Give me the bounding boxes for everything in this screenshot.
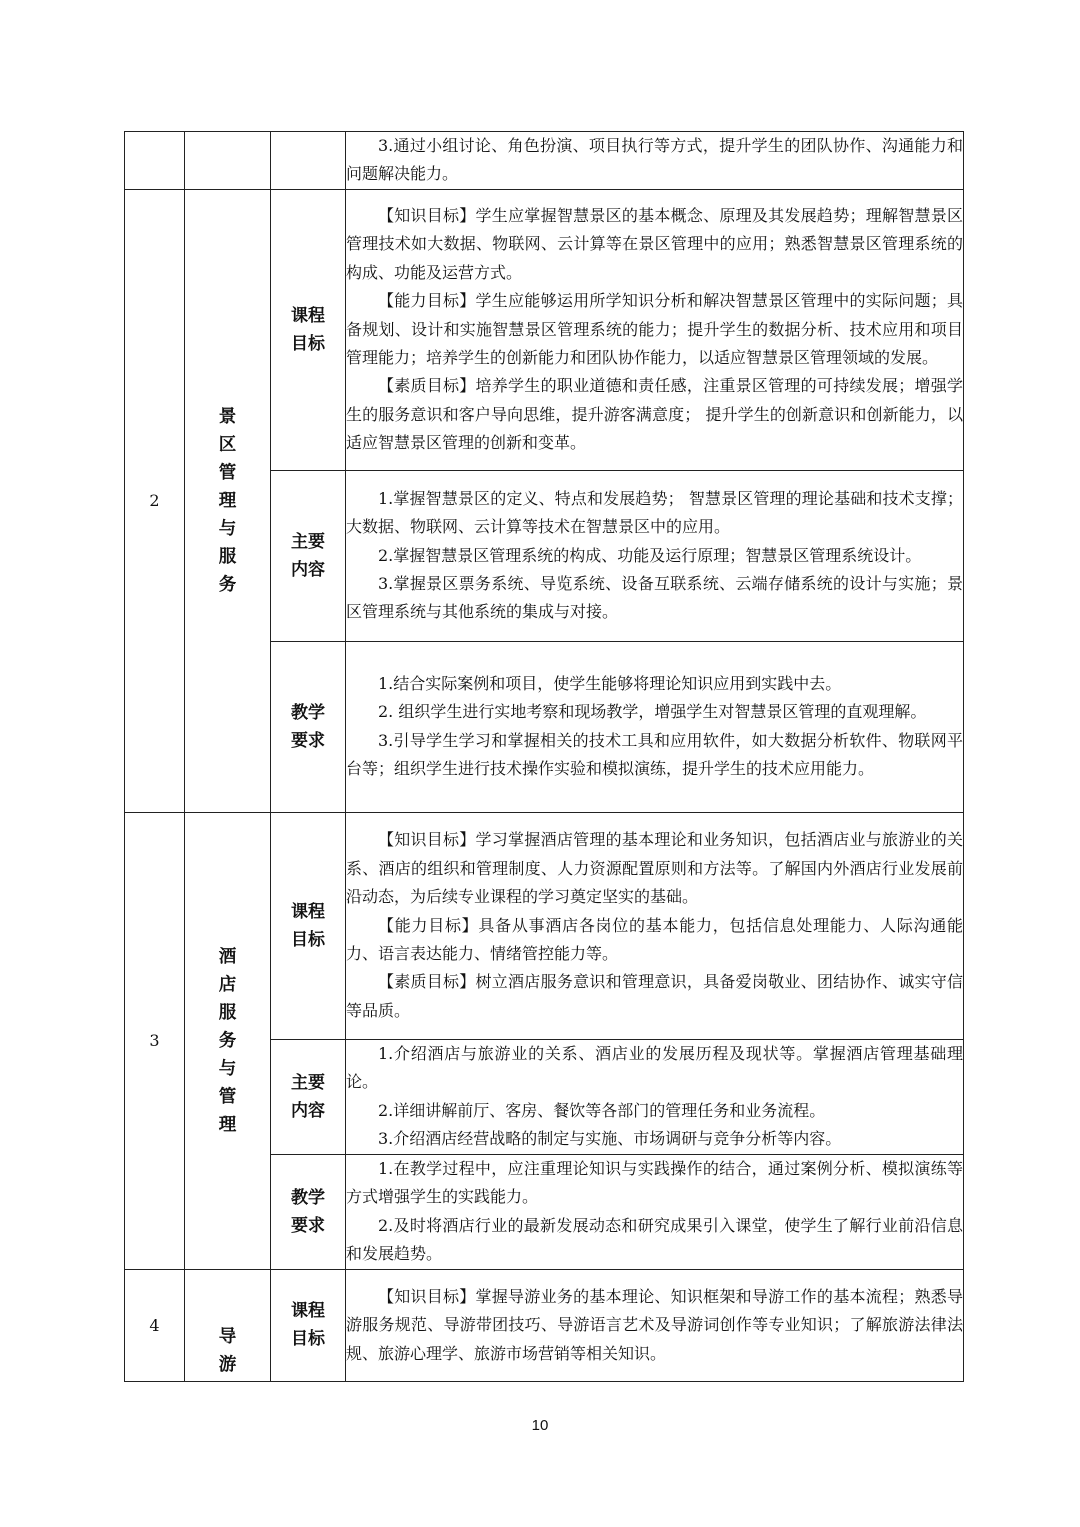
table-row [125,1269,964,1381]
section-text [346,641,964,812]
section-label-line: 内容 [291,559,325,580]
section-label-line: 课程 [291,305,325,326]
section-label [271,812,346,1039]
paragraph: 1.掌握智慧景区的定义、特点和发展趋势； 智慧景区管理的理论基础和技术支撑；大数据、物联网、云计算等技术在智慧景区中的应用。 [346,488,963,537]
course-number [125,132,185,190]
course-name-text: 导游 [218,1326,237,1375]
paragraph: 3.掌握景区票务系统、导览系统、设备互联系统、云端存储系统的设计与实施；景区管理系统与其他系统的集成与对接。 [346,574,963,622]
section-label-line: 主要 [291,1072,325,1093]
section-text [346,189,964,470]
section-label-line: 内容 [291,1100,325,1121]
table-row [125,189,964,470]
course-name-text: 景区管理与服务 [218,406,237,595]
paragraph: 1.介绍酒店与旅游业的关系、酒店业的发展历程及现状等。掌握酒店管理基础理论。 [346,1044,963,1092]
paragraph: 【能力目标】学生应能够运用所学知识分析和解决智慧景区管理中的实际问题；具备规划、设计和实施智慧景区管理系统的能力；提升学生的数据分析、技术应用和项目管理能力；培养学生的创新能力和团队协作能力，以适应智慧景区管理领域的发展。 [346,291,963,368]
section-label-line: 目标 [291,929,325,950]
course-name-text: 酒店服务与管理 [218,946,237,1135]
section-label [271,1039,346,1154]
section-label-line: 教学 [291,1187,325,1208]
section-label-line: 目标 [291,333,325,354]
paragraph: 2.及时将酒店行业的最新发展动态和研究成果引入课堂，使学生了解行业前沿信息和发展趋势。 [346,1215,963,1264]
course-name [185,189,271,812]
section-label-line: 要求 [291,730,325,751]
section-label-line: 教学 [291,702,325,723]
section-label [271,641,346,812]
course-number: 2 [125,189,185,812]
section-text [346,1039,964,1154]
course-number: 4 [125,1269,185,1381]
section-text [346,812,964,1039]
course-table [124,131,964,1382]
section-label-line: 课程 [291,901,325,922]
paragraph: 【素质目标】树立酒店服务意识和管理意识，具备爱岗敬业、团结协作、诚实守信等品质。 [346,972,963,1020]
course-number: 3 [125,812,185,1269]
paragraph: 【知识目标】掌握导游业务的基本理论、知识框架和导游工作的基本流程；熟悉导游服务规范、导游带团技巧、导游语言艺术及导游词创作等专业知识；了解旅游法律法规、旅游心理学、旅游市场营销等相关知识。 [346,1286,963,1363]
section-text [346,1269,964,1381]
section-label-line: 主要 [291,531,325,552]
section-text [346,1154,964,1269]
paragraph: 【知识目标】学生应掌握智慧景区的基本概念、原理及其发展趋势；理解智慧景区管理技术如大数据、物联网、云计算等在景区管理中的应用；熟悉智慧景区管理系统的构成、功能及运营方式。 [346,205,963,282]
section-label [271,470,346,641]
paragraph: 【能力目标】具备从事酒店各岗位的基本能力，包括信息处理能力、人际沟通能力、语言表达能力、情绪管控能力等。 [346,915,963,964]
course-name [185,1269,271,1381]
section-label [271,189,346,470]
section-label [271,1154,346,1269]
paragraph: 2.掌握智慧景区管理系统的构成、功能及运行原理；智慧景区管理系统设计。 [378,545,922,565]
paragraph: 2.详细讲解前厅、客房、餐饮等各部门的管理任务和业务流程。 [378,1100,826,1120]
section-text [346,132,964,190]
paragraph: 3.引导学生学习和掌握相关的技术工具和应用软件，如大数据分析软件、物联网平台等；组织学生进行技术操作实验和模拟演练，提升学生的技术应用能力。 [346,730,963,779]
section-label [271,1269,346,1381]
course-name [185,812,271,1269]
table-row [125,812,964,1039]
paragraph: 3.介绍酒店经营战略的制定与实施、市场调研与竞争分析等内容。 [378,1129,842,1149]
section-label-line: 目标 [291,1329,325,1350]
table-row [125,132,964,190]
section-label-line: 课程 [291,1301,325,1322]
paragraph: 1.在教学过程中，应注重理论知识与实践操作的结合，通过案例分析、模拟演练等方式增强学生的实践能力。 [346,1159,963,1207]
section-text [346,470,964,641]
page-number: 10 [531,1417,549,1434]
course-name [185,132,271,190]
paragraph: 【素质目标】培养学生的职业道德和责任感，注重景区管理的可持续发展；增强学生的服务意识和客户导向思维，提升游客满意度； 提升学生的创新意识和创新能力，以适应智慧景区管理的创新和变革。 [346,376,963,453]
paragraph: 2. 组织学生进行实地考察和现场教学，增强学生对智慧景区管理的直观理解。 [378,702,927,722]
section-label [271,132,346,190]
paragraph: 【知识目标】学习掌握酒店管理的基本理论和业务知识，包括酒店业与旅游业的关系、酒店的组织和管理制度、人力资源配置原则和方法等。了解国内外酒店行业发展前沿动态，为后续专业课程的学习奠定坚实的基础。 [346,830,963,907]
paragraph: 1.结合实际案例和项目，使学生能够将理论知识应用到实践中去。 [378,674,842,693]
section-label-line: 要求 [291,1215,325,1236]
paragraph: 3.通过小组讨论、角色扮演、项目执行等方式，提升学生的团队协作、沟通能力和问题解决能力。 [346,136,963,184]
